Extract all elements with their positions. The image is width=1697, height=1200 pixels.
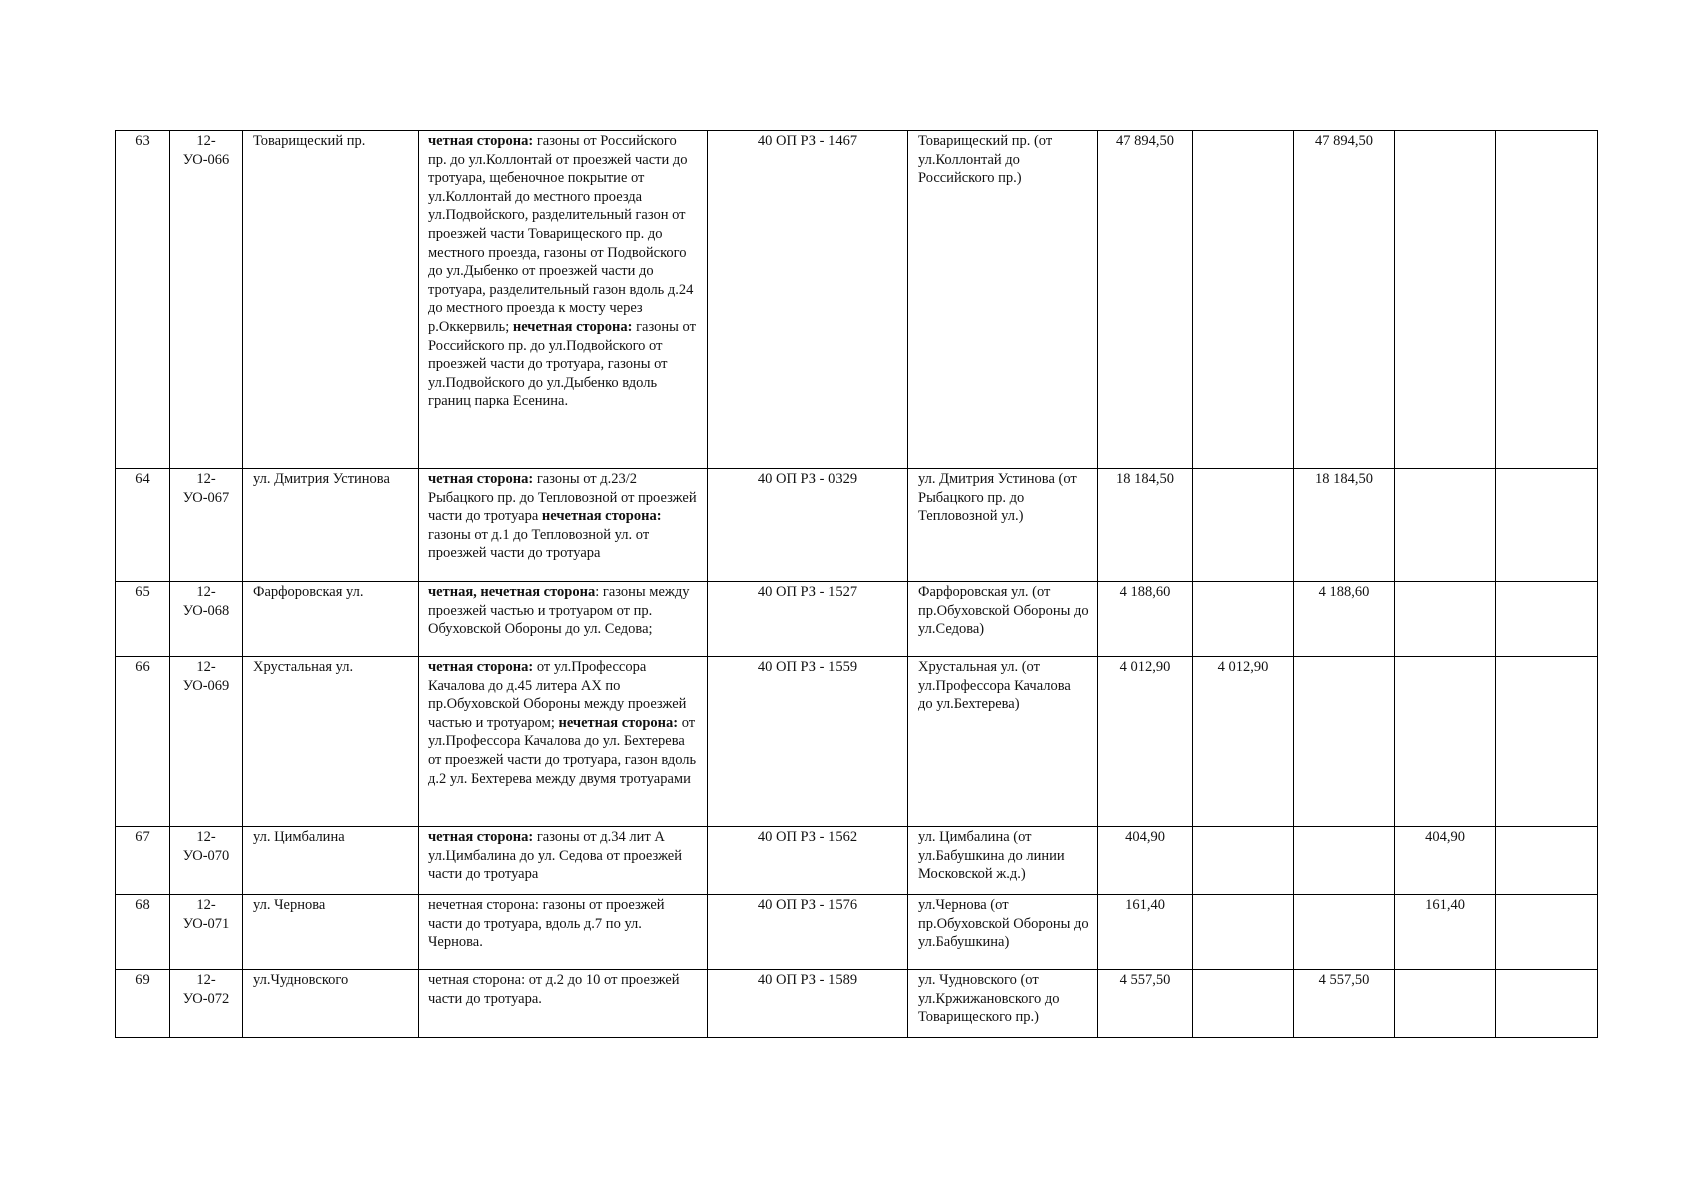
area-col-3-cell: [1294, 657, 1395, 827]
street-name-cell: Хрустальная ул.: [243, 657, 419, 827]
object-code-cell: 12-УО-072: [170, 970, 243, 1038]
description-cell: [419, 827, 708, 895]
row-number-cell: 68: [116, 895, 170, 970]
area-total-cell: 18 184,50: [1098, 469, 1193, 582]
row-number-cell: 63: [116, 131, 170, 469]
area-col-5-cell: [1496, 131, 1598, 469]
area-col-3-cell: 4 188,60: [1294, 582, 1395, 657]
object-code-cell: 12-УО-070: [170, 827, 243, 895]
description-text: нечетная сторона: газоны от проезжей части до тротуара, вдоль д.7 по ул. Чернова.: [428, 897, 665, 951]
area-col-5-cell: [1496, 469, 1598, 582]
table-row: [116, 469, 1598, 582]
description-text: газоны от д.34 лит А ул.Цимбалина до ул. Седова от проезжей части до тротуара: [428, 829, 682, 883]
area-total-cell: 4 012,90: [1098, 657, 1193, 827]
area-col-4-cell: [1395, 970, 1496, 1038]
table-body: [116, 131, 1598, 1038]
row-number-cell: 65: [116, 582, 170, 657]
registry-number-cell: 40 ОП РЗ - 1576: [708, 895, 908, 970]
registry-number-cell: 40 ОП РЗ - 1527: [708, 582, 908, 657]
area-col-3-cell: [1294, 895, 1395, 970]
table-row: [116, 657, 1598, 827]
green-zones-table: [115, 130, 1598, 1038]
table-row: [116, 827, 1598, 895]
street-name-cell: ул. Дмитрия Устинова: [243, 469, 419, 582]
description-side-label: нечетная сторона:: [512, 318, 633, 335]
description-text: от ул.Профессора Качалова до ул. Бехтерева от проезжей части до тротуара, газон вдоль д.2 ул. Бехтерева между двумя тротуарами: [428, 714, 697, 787]
description-text: газоны от д.23/2 Рыбацкого пр. до Тепловозной от проезжей части до тротуара: [428, 471, 697, 525]
road-location-cell: Хрустальная ул. (от ул.Профессора Качалова до ул.Бехтерева): [908, 657, 1098, 827]
description-side-label: четная сторона:: [428, 471, 534, 487]
area-col-5-cell: [1496, 895, 1598, 970]
area-col-2-cell: 4 012,90: [1193, 657, 1294, 827]
road-location-cell: Товарищеский пр. (от ул.Коллонтай до Российского пр.): [908, 131, 1098, 469]
object-code-cell: 12-УО-066: [170, 131, 243, 469]
area-col-2-cell: [1193, 469, 1294, 582]
road-location-cell: ул. Дмитрия Устинова (от Рыбацкого пр. до Тепловозной ул.): [908, 469, 1098, 582]
description-cell: [419, 131, 708, 469]
road-location-cell: Фарфоровская ул. (от пр.Обуховской Обороны до ул.Седова): [908, 582, 1098, 657]
row-number-cell: 69: [116, 970, 170, 1038]
object-code-cell: 12-УО-068: [170, 582, 243, 657]
table-row: [116, 970, 1598, 1038]
area-col-4-cell: [1395, 582, 1496, 657]
area-total-cell: 4 557,50: [1098, 970, 1193, 1038]
object-code-cell: 12-УО-071: [170, 895, 243, 970]
area-col-4-cell: 161,40: [1395, 895, 1496, 970]
description-cell: [419, 582, 708, 657]
description-cell: [419, 469, 708, 582]
area-col-4-cell: [1395, 131, 1496, 469]
row-number-cell: 66: [116, 657, 170, 827]
table-row: [116, 895, 1598, 970]
area-total-cell: 47 894,50: [1098, 131, 1193, 469]
description-side-label: четная сторона:: [428, 659, 534, 675]
row-number-cell: 64: [116, 469, 170, 582]
description-cell: [419, 970, 708, 1038]
area-col-5-cell: [1496, 970, 1598, 1038]
area-col-3-cell: [1294, 827, 1395, 895]
description-side-label: четная, нечетная сторона: [428, 584, 596, 600]
street-name-cell: Товарищеский пр.: [243, 131, 419, 469]
description-side-label: четная сторона:: [428, 829, 534, 845]
description-side-label: четная сторона:: [428, 133, 534, 149]
area-col-3-cell: 47 894,50: [1294, 131, 1395, 469]
registry-number-cell: 40 ОП РЗ - 1562: [708, 827, 908, 895]
street-name-cell: ул.Чудновского: [243, 970, 419, 1038]
description-text: четная сторона: от д.2 до 10 от проезжей части до тротуара.: [428, 972, 680, 1007]
street-name-cell: ул. Чернова: [243, 895, 419, 970]
street-name-cell: ул. Цимбалина: [243, 827, 419, 895]
registry-number-cell: 40 ОП РЗ - 1559: [708, 657, 908, 827]
area-col-4-cell: 404,90: [1395, 827, 1496, 895]
description-text: газоны от д.1 до Тепловозной ул. от проезжей части до тротуара: [428, 526, 650, 562]
area-col-2-cell: [1193, 827, 1294, 895]
area-col-2-cell: [1193, 131, 1294, 469]
area-col-2-cell: [1193, 582, 1294, 657]
area-total-cell: 161,40: [1098, 895, 1193, 970]
road-location-cell: ул.Чернова (от пр.Обуховской Обороны до ул.Бабушкина): [908, 895, 1098, 970]
description-side-label: нечетная сторона:: [558, 714, 679, 731]
table-row: [116, 582, 1598, 657]
area-col-5-cell: [1496, 827, 1598, 895]
description-cell: [419, 657, 708, 827]
area-col-3-cell: 18 184,50: [1294, 469, 1395, 582]
description-text: газоны от Российского пр. до ул.Подвойского от проезжей части до тротуара, газоны от ул.Подвойского до ул.Дыбенко вдоль границ парка Есенина.: [428, 318, 696, 410]
area-col-2-cell: [1193, 970, 1294, 1038]
area-total-cell: 404,90: [1098, 827, 1193, 895]
registry-number-cell: 40 ОП РЗ - 0329: [708, 469, 908, 582]
area-col-4-cell: [1395, 657, 1496, 827]
road-location-cell: ул. Чудновского (от ул.Кржижановского до Товарищеского пр.): [908, 970, 1098, 1038]
area-col-5-cell: [1496, 582, 1598, 657]
description-text: газоны от Российского пр. до ул.Коллонтай от проезжей части до тротуара, щебеночное покрытие от ул.Коллонтай до местного проезда ул.Подвойского, разделительный газон от проезжей части Товарищеского пр. до местного проезда, газоны от Подвойского до ул.Дыбенко от проезжей части до тротуара, разделительный газон вдоль д.24 до местного проезда к мосту через р.Оккервиль;: [428, 133, 694, 335]
area-col-5-cell: [1496, 657, 1598, 827]
road-location-cell: ул. Цимбалина (от ул.Бабушкина до линии Московской ж.д.): [908, 827, 1098, 895]
object-code-cell: 12-УО-067: [170, 469, 243, 582]
area-col-3-cell: 4 557,50: [1294, 970, 1395, 1038]
table-row: [116, 131, 1598, 469]
area-total-cell: 4 188,60: [1098, 582, 1193, 657]
description-text: : газоны между проезжей частью и тротуаром от пр. Обуховской Обороны до ул. Седова;: [428, 584, 690, 638]
description-cell: [419, 895, 708, 970]
registry-number-cell: 40 ОП РЗ - 1467: [708, 131, 908, 469]
registry-number-cell: 40 ОП РЗ - 1589: [708, 970, 908, 1038]
street-name-cell: Фарфоровская ул.: [243, 582, 419, 657]
area-col-2-cell: [1193, 895, 1294, 970]
object-code-cell: 12-УО-069: [170, 657, 243, 827]
area-col-4-cell: [1395, 469, 1496, 582]
description-side-label: нечетная сторона:: [541, 508, 662, 525]
row-number-cell: 67: [116, 827, 170, 895]
description-text: от ул.Профессора Качалова до д.45 литера АХ по пр.Обуховской Обороны между проезжей частью и тротуаром;: [428, 659, 687, 731]
